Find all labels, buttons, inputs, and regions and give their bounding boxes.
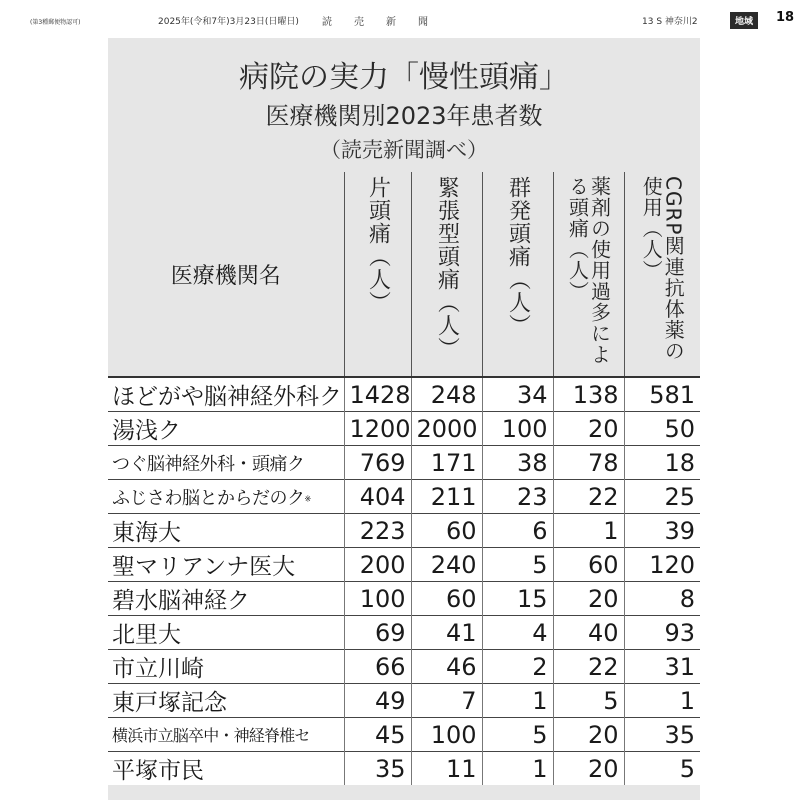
institution-name (108, 412, 344, 446)
subtitle: 医療機関別2023年患者数 (265, 102, 543, 130)
patient-count-cell: 1 (482, 752, 553, 786)
title-block (108, 38, 700, 172)
column-header-medication-overuse (553, 172, 624, 377)
patient-count-cell: 240 (411, 548, 482, 582)
institution-name-text: ほどがや脳神経外科ク (112, 384, 342, 410)
patient-count-cell: 60 (411, 582, 482, 616)
patient-count-cell: 31 (624, 650, 700, 684)
institution-name (108, 616, 344, 650)
patient-count-cell: 211 (411, 480, 482, 514)
patient-count-cell: 11 (411, 752, 482, 786)
table-header-row (108, 172, 700, 377)
newspaper-header (0, 0, 800, 36)
patient-count-cell: 100 (482, 412, 553, 446)
patient-count-cell: 7 (411, 684, 482, 718)
patient-count-cell: 5 (482, 548, 553, 582)
institution-name-text: つぐ脳神経外科・頭痛ク (112, 453, 305, 475)
institution-name (108, 377, 344, 412)
institution-name-text: 聖マリアンナ医大 (112, 554, 296, 580)
table-row (108, 446, 700, 480)
page-number: 18 (776, 10, 795, 25)
institution-name-text: 東海大 (112, 520, 181, 546)
institution-name (108, 582, 344, 616)
column-header-tension (411, 172, 482, 377)
institution-name (108, 752, 344, 786)
institution-name-text: 北里大 (112, 622, 181, 648)
institution-name (108, 650, 344, 684)
institution-name (108, 514, 344, 548)
patient-count-cell: 93 (624, 616, 700, 650)
table-row (108, 684, 700, 718)
source-note: （読売新聞調べ） (320, 138, 488, 162)
patient-count-cell: 1 (624, 684, 700, 718)
institution-name-text: 碧水脳神経ク (112, 588, 250, 614)
postal-notice: (第3種郵便物認可) (30, 19, 81, 26)
patient-count-cell: 5 (624, 752, 700, 786)
patient-count-cell: 1200 (344, 412, 411, 446)
patient-count-cell: 41 (411, 616, 482, 650)
patient-count-cell: 60 (411, 514, 482, 548)
patient-count-cell: 138 (553, 377, 624, 412)
main-title: 病院の実力「慢性頭痛」 (239, 60, 569, 95)
table-row (108, 616, 700, 650)
patient-count-cell: 20 (553, 718, 624, 752)
patient-count-cell: 40 (553, 616, 624, 650)
patient-count-cell: 769 (344, 446, 411, 480)
table-row (108, 480, 700, 514)
institution-name (108, 548, 344, 582)
table-row (108, 582, 700, 616)
institution-name-text: 平塚市民 (112, 758, 204, 784)
patient-count-cell: 100 (344, 582, 411, 616)
institution-name (108, 684, 344, 718)
patient-count-cell: 20 (553, 582, 624, 616)
section-badge: 地域 (730, 12, 758, 29)
patient-count-cell: 35 (624, 718, 700, 752)
patient-count-cell: 248 (411, 377, 482, 412)
patient-count-cell: 22 (553, 650, 624, 684)
patient-count-cell: 60 (553, 548, 624, 582)
newspaper-name: 読売新聞 (322, 17, 450, 28)
patient-count-cell: 1 (553, 514, 624, 548)
column-header-cluster (482, 172, 553, 377)
column-header-label: 薬剤の使用過多による頭痛（人） (565, 176, 612, 365)
column-header-label: CGRP関連抗体薬の使用（人） (639, 176, 686, 362)
patient-count-cell: 78 (553, 446, 624, 480)
patient-count-cell: 581 (624, 377, 700, 412)
table-row (108, 650, 700, 684)
issue-date: 2025年(令和7年)3月23日(日曜日) (158, 17, 299, 27)
edition-label: 13 S 神奈川2 (642, 17, 698, 27)
table-row (108, 514, 700, 548)
patient-count-cell: 200 (344, 548, 411, 582)
patient-count-cell: 46 (411, 650, 482, 684)
patient-count-table (108, 172, 700, 785)
patient-count-cell: 20 (553, 412, 624, 446)
patient-count-cell: 2000 (411, 412, 482, 446)
institution-name (108, 480, 344, 514)
table-row (108, 718, 700, 752)
table-row (108, 412, 700, 446)
patient-count-cell: 223 (344, 514, 411, 548)
patient-count-cell: 20 (553, 752, 624, 786)
patient-count-cell: 5 (553, 684, 624, 718)
patient-count-cell: 2 (482, 650, 553, 684)
institution-name-text: ふじさわ脳とからだのク (112, 487, 305, 509)
column-header-migraine (344, 172, 411, 377)
patient-count-cell: 5 (482, 718, 553, 752)
patient-count-cell: 171 (411, 446, 482, 480)
patient-count-cell: 25 (624, 480, 700, 514)
column-header-label: 緊張型頭痛（人） (434, 176, 460, 360)
patient-count-cell: 66 (344, 650, 411, 684)
institution-name-header: 医療機関名 (108, 172, 344, 377)
patient-count-cell: 8 (624, 582, 700, 616)
patient-count-cell: 23 (482, 480, 553, 514)
table-row (108, 377, 700, 412)
footnote-mark: ※ (304, 494, 311, 503)
patient-count-cell: 45 (344, 718, 411, 752)
patient-count-cell: 100 (411, 718, 482, 752)
patient-count-cell: 39 (624, 514, 700, 548)
patient-count-cell: 35 (344, 752, 411, 786)
column-header-label: 群発頭痛（人） (505, 176, 531, 337)
institution-name-text: 横浜市立脳卒中・神経脊椎セ (112, 726, 310, 745)
patient-count-cell: 1 (482, 684, 553, 718)
patient-count-cell: 22 (553, 480, 624, 514)
patient-count-cell: 50 (624, 412, 700, 446)
column-header-label: 片頭痛（人） (365, 176, 391, 314)
institution-name (108, 718, 344, 752)
patient-count-cell: 38 (482, 446, 553, 480)
patient-count-cell: 18 (624, 446, 700, 480)
institution-name (108, 446, 344, 480)
patient-count-cell: 15 (482, 582, 553, 616)
patient-count-cell: 4 (482, 616, 553, 650)
patient-count-cell: 404 (344, 480, 411, 514)
patient-count-cell: 6 (482, 514, 553, 548)
patient-count-cell: 1428 (344, 377, 411, 412)
institution-name-text: 東戸塚記念 (112, 690, 227, 716)
table-row (108, 752, 700, 786)
patient-count-cell: 120 (624, 548, 700, 582)
patient-count-cell: 69 (344, 616, 411, 650)
patient-count-cell: 34 (482, 377, 553, 412)
institution-name-text: 湯浅ク (112, 418, 181, 444)
institution-name-text: 市立川崎 (112, 656, 204, 682)
column-header-cgrp (624, 172, 700, 377)
patient-count-cell: 49 (344, 684, 411, 718)
table-row (108, 548, 700, 582)
